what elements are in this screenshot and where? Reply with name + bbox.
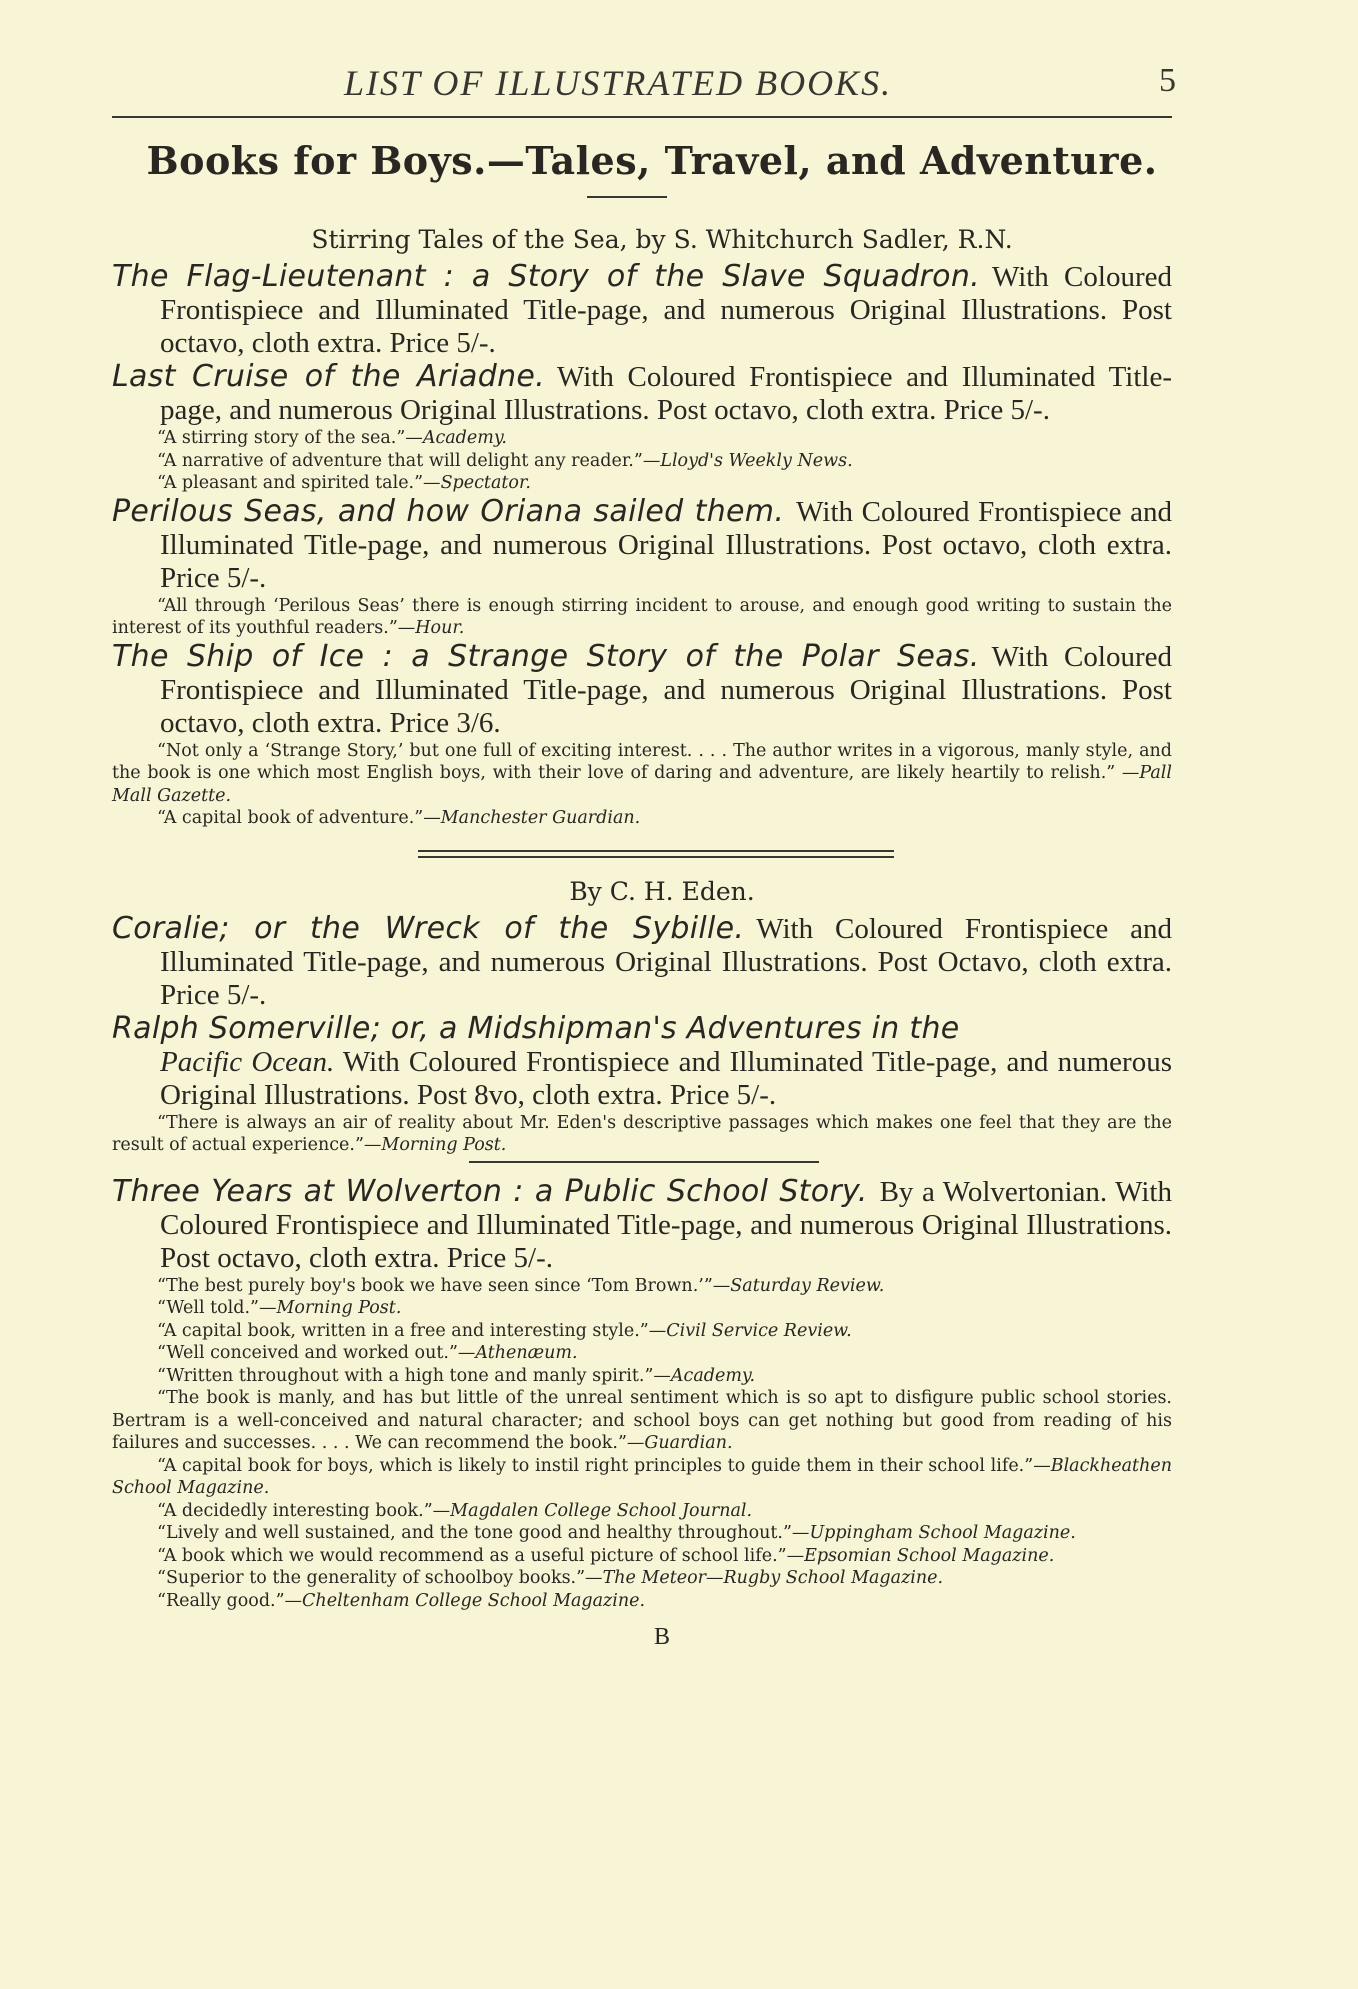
review-quote [112,427,1172,450]
book-entry [112,912,1172,1012]
review-quote [112,472,1172,495]
review-source: Pall Mall Gazette. [112,763,1172,806]
running-title: LIST OF ILLUSTRATED BOOKS. [344,63,893,103]
catalogue-list [112,220,1172,1651]
review-text: “A pleasant and spirited tale.”— [157,473,441,493]
review-source: Academy. [670,1365,756,1386]
review-text: “There is always an air of reality about Mr. Eden's descriptive passages which makes one feel that they are the result of actual experience.”— [112,1112,1172,1155]
review-source: Civil Service Review. [666,1320,852,1341]
review-text: “A capital book of adventure.”— [157,808,441,828]
page-number: 5 [1159,62,1176,99]
review-quote [112,1387,1172,1455]
review-text: “A book which we would recommend as a useful picture of school life.”— [157,1545,805,1566]
title-rule [587,196,667,198]
section-title: Books for Boys.—Tales, Travel, and Adventure. [146,138,1158,183]
book-description: By a Wolvertonian. With Coloured Frontispiece and Illuminated Title-page, and numerous Original Illustrations. Post octavo, cloth extra. Price 5/-. [160,1175,1172,1274]
book-title: The Ship of Ice : a Strange Story of the Polar Seas. [112,638,980,674]
review-source: Epsomian School Magazine. [804,1545,1055,1566]
review-text: “Well told.”— [157,1298,277,1318]
book-title: Coralie; or the Wreck of the Sybille. [112,910,745,946]
book-description: With Coloured Frontispiece and Illuminated Title-page, and numerous Original Illustrations. Post octavo, cloth extra. Price 3/6. [160,640,1172,739]
review-text: “The book is manly, and has but little of the unreal sentiment which is so apt to disfigure public school stories. Bertram is a well-conceived and natural character; and school boys can get nothing but good from reading of his failures and successes. . . . We can recommend the book.”— [112,1388,1172,1453]
signature-mark: B [653,1624,670,1650]
review-quote [112,1455,1172,1500]
book-description: With Coloured Frontispiece and Illuminated Title-page, and numerous Original Illustrations. Post octavo, cloth extra. Price 5/-. [160,261,1172,359]
review-quote [112,450,1172,473]
review-text: “A stirring story of the sea.”— [157,428,423,448]
review-source: Academy. [422,428,507,448]
book-description: With Coloured Frontispiece and Illuminated Title-page, and numerous Original Illustrations. Post octavo, cloth extra. Price 5/-. [160,495,1172,594]
book-entry [112,260,1172,360]
book-title: The Flag-Lieutenant : a Story of the Slave Squadron. [112,259,980,294]
section-divider [418,850,894,858]
review-quote [112,1112,1172,1157]
book-entry [112,360,1172,427]
review-text: “A capital book for boys, which is likely to instil right principles to guide them in their school life.”— [157,1455,1051,1476]
review-source: The Meteor—Rugby School Magazine. [602,1568,944,1588]
review-quote [112,1522,1172,1545]
review-source: Uppingham School Magazine. [809,1523,1076,1543]
review-text: “Lively and well sustained, and the tone good and healthy throughout.”— [157,1523,810,1543]
review-source: Magdalen College School Journal. [450,1500,753,1521]
review-text: “Not only a ‘Strange Story,’ but one full of exciting interest. . . . The author writes in a vigorous, manly style, and the book is one which most English boys, with their love of daring and adventure, are likely heartily to relish.” — [112,740,1172,783]
author-line: Stirring Tales of the Sea, by S. Whitchurch Sadler, R.N. [311,225,1013,254]
entry-divider [469,1161,819,1163]
review-source: Athenæum. [475,1343,578,1363]
review-text: “Written throughout with a high tone and manly spirit.”— [157,1365,671,1386]
review-text: “Superior to the generality of schoolboy books.”— [157,1568,603,1588]
review-source: Hour. [415,618,465,638]
author-line: By C. H. Eden. [569,876,755,906]
review-quote [112,1342,1172,1365]
review-text: “The best purely boy's book we have seen since ‘Tom Brown.’”— [157,1275,731,1296]
review-quote [112,1275,1172,1298]
review-source: Saturday Review. [730,1275,885,1296]
review-source: Morning Post. [276,1298,402,1318]
review-quote [112,1567,1172,1590]
review-source: Spectator. [440,473,531,493]
book-description: With Coloured Frontispiece and Illuminated Title-page, and numerous Original Illustrations. Post octavo, cloth extra. Price 5/-. [160,361,1172,426]
review-text: “Well conceived and worked out.”— [157,1343,476,1363]
book-entry [112,495,1172,595]
book-entry [112,1012,1172,1112]
review-quote [112,740,1172,808]
book-entry [112,1175,1172,1275]
review-source: Morning Post. [381,1135,507,1155]
book-description: With Coloured Frontispiece and Illuminated Title-page, and numerous Original Illustrations. Post Octavo, cloth extra. Price 5/-. [160,912,1172,1011]
header-rule [112,116,1172,118]
running-head [112,62,1176,106]
review-text: “All through ‘Perilous Seas’ there is enough stirring incident to arouse, and enough good writing to sustain the interest of its youthful readers.”— [112,595,1172,638]
book-title: Three Years at Wolverton : a Public School Story. [112,1173,868,1209]
review-source: Lloyd's Weekly News. [660,450,853,471]
review-quote [112,1365,1172,1388]
book-entry [112,640,1172,740]
book-title-continued: Pacific Ocean. [160,1045,335,1078]
review-text: “A decidedly interesting book.”— [157,1500,451,1521]
book-description: With Coloured Frontispiece and Illuminated Title-page, and numerous Original Illustrations. Post 8vo, cloth extra. Price 5/-. [160,1045,1172,1111]
review-text: “A capital book, written in a free and interesting style.”— [157,1320,667,1341]
review-quote [112,1545,1172,1568]
review-source: Guardian. [644,1433,733,1453]
book-title: Perilous Seas, and how Oriana sailed them. [112,493,785,529]
review-source: Blackheathen School Magazine. [112,1455,1172,1498]
review-quote [112,807,1172,830]
review-text: “A narrative of adventure that will delight any reader.”— [157,450,661,471]
review-quote [112,1500,1172,1523]
review-source: Cheltenham College School Magazine. [302,1590,646,1611]
review-quote [112,595,1172,640]
review-quote [112,1320,1172,1343]
book-title: Ralph Somerville; or, a Midshipman's Adventures in the [112,1010,960,1046]
review-source: Manchester Guardian. [440,808,641,828]
review-quote [112,1297,1172,1320]
review-text: “Really good.”— [157,1590,303,1611]
review-quote [112,1590,1172,1613]
book-title: Last Cruise of the Ariadne. [112,359,545,394]
